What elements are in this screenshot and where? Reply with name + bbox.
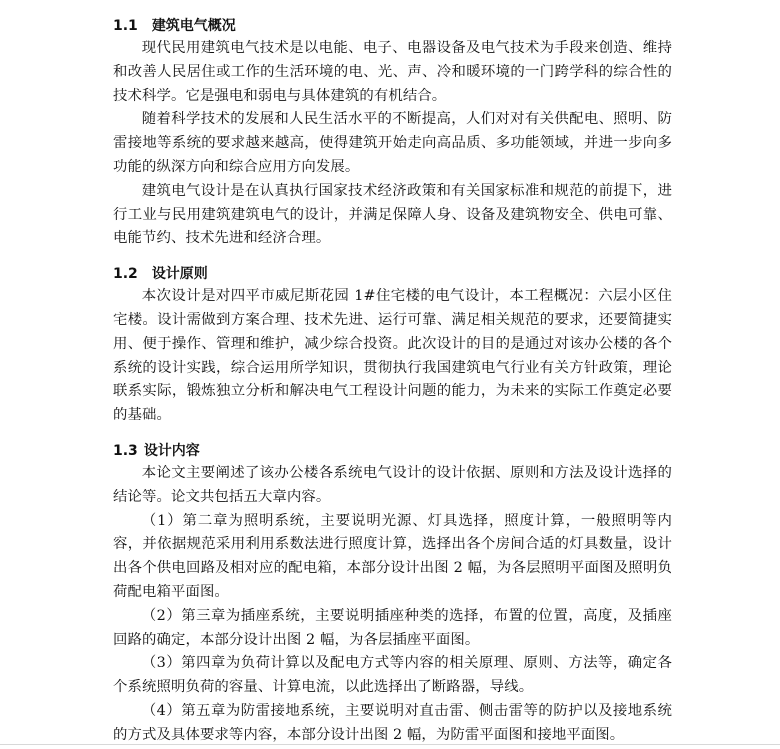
section-number: 1.1: [113, 18, 138, 34]
paragraph: 本次设计是对四平市威尼斯花园 1#住宅楼的电气设计，本工程概况：六层小区住宅楼。设计需做到方案合理、技术先进、运行可靠、满足相关规范的要求，还要简捷实用、便于操作、管理和维护，减少综合投资。此次设计的目的是通过对该办公楼的各个系统的设计实践，综合运用所学知识，贯彻执行我国建筑电气行业有关方针政策，理论联系实际，锻炼独立分析和解决电气工程设计问题的能力，为未来的实际工作奠定必要的基础。: [113, 288, 672, 424]
paragraph: 随着科学技术的发展和人民生活水平的不断提高，人们对对有关供配电、照明、防雷接地等系统的要求越来越高，使得建筑开始走向高品质、多功能领域，并进一步向多功能的纵深方向和综合应用方向发展。: [113, 111, 672, 175]
paragraph: （4）第五章为防雷接地系统，主要说明对直击雷、侧击雷等的防护以及接地系统的方式及具体要求等内容，本部分设计出图 2 幅，为防雷平面图和接地平面图。: [113, 702, 672, 743]
section-title: 建筑电气概况: [151, 18, 236, 34]
page-bottom-divider: [0, 744, 780, 745]
section-number: 1.2: [113, 266, 138, 283]
section-gap: [113, 251, 672, 263]
section-1-1: [113, 15, 672, 251]
section-heading: [113, 15, 672, 37]
paragraph: （2）第三章为插座系统，主要说明插座种类的选择，布置的位置，高度，及插座回路的确定，本部分设计出图 2 幅，为各层插座平面图。: [113, 607, 672, 648]
section-heading: [113, 440, 672, 462]
section-heading: [113, 263, 672, 285]
section-number: 1.3: [113, 442, 138, 459]
paragraph: 现代民用建筑电气技术是以电能、电子、电器设备及电气技术为手段来创造、维持和改善人民居住或工作的生活环境的电、光、声、冷和暖环境的一门跨学科的综合性的技术科学。它是强电和弱电与具体建筑的有机结合。: [113, 40, 672, 104]
paragraph: （3）第四章为负荷计算以及配电方式等内容的相关原理、原则、方法等，确定各个系统照明负荷的容量、计算电流，以此选择出了断路器，导线。: [113, 655, 672, 696]
section-title: 设计原则: [151, 266, 208, 283]
section-1-2: [113, 263, 672, 428]
section-1-3: [113, 440, 672, 748]
paragraph: 本论文主要阐述了该办公楼各系统电气设计的设计依据、原则和方法及设计选择的结论等。论文共包括五大章内容。: [113, 464, 672, 505]
section-title: 设计内容: [143, 442, 200, 459]
section-gap: [113, 428, 672, 440]
paragraph: （1）第二章为照明系统，主要说明光源、灯具选择，照度计算，一般照明等内容，并依据规范采用利用系数法进行照度计算，选择出各个房间合适的灯具数量，设计出各个供电回路及相对应的配电箱，本部分设计出图 2 幅，为各层照明平面图及照明负荷配电箱平面图。: [113, 512, 672, 600]
paragraph: 建筑电气设计是在认真执行国家技术经济政策和有关国家标准和规范的前提下，进行工业与民用建筑建筑电气的设计，并满足保障人身、设备及建筑物安全、供电可靠、电能节约、技术先进和经济合理。: [113, 182, 672, 247]
